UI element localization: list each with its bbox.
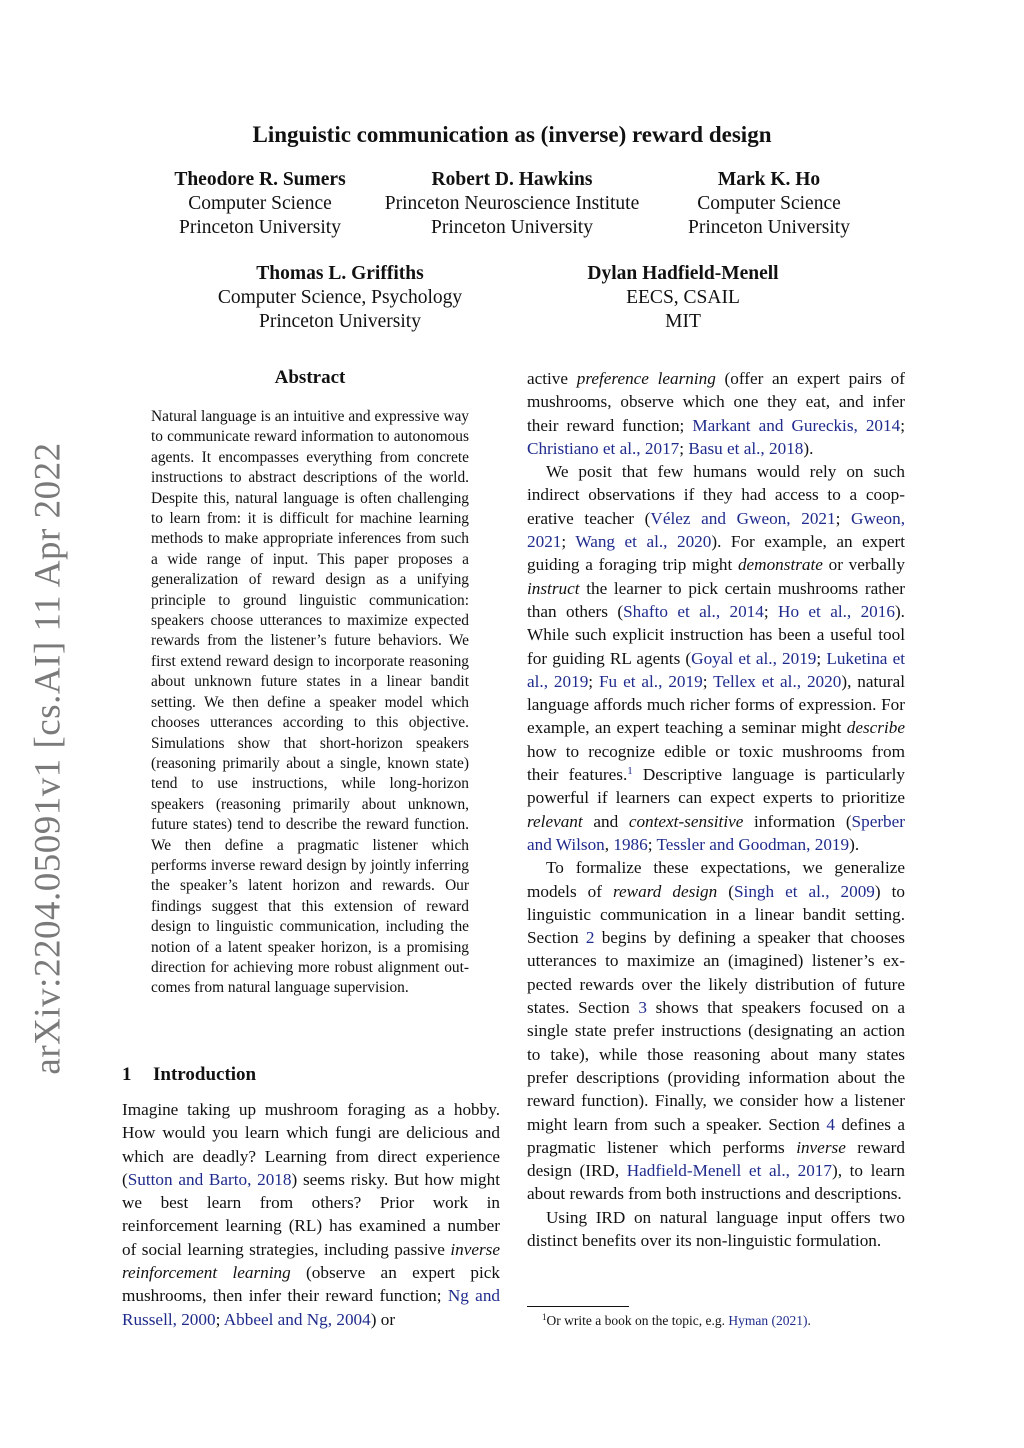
citation-link[interactable]: Luketina et al., 2019: [527, 648, 905, 691]
text-run: ).: [849, 834, 860, 854]
right-column-body: [527, 367, 905, 1252]
text-run: ) or: [370, 1309, 396, 1329]
emphasis: relevant: [527, 811, 583, 831]
author-affiliation: MIT: [665, 311, 701, 332]
citation-link[interactable]: Ho et al., 2016: [778, 601, 895, 621]
citation-link[interactable]: 1986: [613, 834, 648, 854]
author-block: [664, 168, 874, 240]
text-run: (observe an expert pick mushrooms, then infer their reward function;: [122, 1263, 500, 1306]
emphasis: preference learning: [576, 369, 716, 388]
author-department: Princeton Neuroscience Institute: [384, 193, 640, 214]
text-run: or verbally: [822, 555, 905, 575]
body-paragraph: [527, 367, 905, 460]
section-heading: [122, 1064, 256, 1086]
citation-link[interactable]: Fu et al., 2019: [599, 671, 703, 691]
footnote: [542, 1312, 912, 1330]
footnote-number: 1: [542, 1312, 547, 1322]
author-affiliation: Princeton University: [259, 311, 421, 332]
text-run: ;: [702, 671, 714, 691]
footnote-marker[interactable]: 1: [627, 765, 633, 778]
emphasis: inverse: [796, 1137, 846, 1157]
body-paragraph: [527, 1206, 905, 1253]
text-run: ;: [816, 648, 827, 668]
author-name: Mark K. Ho: [717, 169, 821, 190]
author-affiliation: Princeton University: [688, 217, 850, 238]
citation-link[interactable]: Hadfield-Menell et al., 2017: [626, 1161, 832, 1181]
text-run: active: [527, 369, 577, 388]
text-run: ;: [215, 1309, 224, 1329]
author-block: [190, 262, 490, 334]
section-ref-link[interactable]: 3: [638, 998, 647, 1018]
author-affiliation: Princeton University: [179, 217, 341, 238]
left-column-body: [122, 1098, 500, 1331]
arxiv-id: arXiv:2204.05091v1 [cs.AI] 11 Apr 2022: [27, 441, 69, 1075]
text-run: information (: [743, 811, 852, 831]
author-block: [553, 262, 813, 334]
abstract-body: Natural language is an intuitive and expressive way to communicate reward information to autonomous agents. It encompasses everything from concrete instructions to abstract descriptions of the world. Despite this, natural language is often challenging to learn from: it is difficult for machine learning methods to make appropriate inferences from such a wide range of input. This paper proposes a generalization of reward design as a unifying principle to ground linguistic communication: speakers choose utterances to maximize expected rewards from the listener’s future behaviors. We first extend reward design to incorporate reasoning about unknown future states in a linear bandit setting. We then define a speaker model which chooses utterances according to this objective. Simulations show that short-horizon speakers (reasoning primarily about a single, known state) tend to use instructions, while long-horizon speakers (reasoning primarily about unknown, future states) tend to describe the reward function. We then define a pragmatic listener which performs inverse reward design by jointly inferring the speaker’s latent horizon and rewards. Our findings suggest that this extension of reward design to linguistic communication, including the notion of a latent speaker horizon, is a promising direction for achieving more robust alignment outcomes from natural language supervision.: [151, 408, 469, 997]
citation-link[interactable]: Goyal et al., 2019: [691, 648, 817, 668]
citation-link[interactable]: Vélez and Gweon, 2021: [650, 508, 836, 528]
text-run: ), to learn about rewards from both instructions and descriptions.: [527, 1161, 905, 1204]
citation-link[interactable]: Shafto et al., 2014: [623, 601, 764, 621]
text-run: reward design (IRD,: [527, 1137, 905, 1181]
abstract-heading: Abstract: [274, 367, 346, 388]
citation-link[interactable]: Tellex et al., 2020: [713, 671, 842, 691]
author-affiliation: Princeton University: [431, 217, 593, 238]
body-paragraph: [527, 856, 905, 1205]
text-run: ;: [561, 532, 576, 552]
author-department: EECS, CSAIL: [626, 287, 740, 308]
footnote-divider: [527, 1306, 629, 1307]
text-run: Or write a book on the topic, e.g.: [546, 1313, 729, 1328]
emphasis: inverse reinforcement learning: [122, 1239, 500, 1283]
author-department: Computer Science, Psychology: [217, 287, 463, 308]
citation-link[interactable]: Christiano et al., 2017: [527, 438, 680, 458]
citation-link[interactable]: Wang et al., 2020: [575, 532, 712, 552]
section-number: 1: [122, 1064, 132, 1085]
emphasis: instruct: [527, 578, 580, 598]
text-run: .: [807, 1313, 811, 1328]
paper-title: Linguistic communication as (inverse) reward design: [252, 122, 772, 147]
intro-paragraph: [122, 1098, 500, 1331]
text-run: shows that speakers focused on a single state prefer instructions (designating an action to take), while those reasoning about many states prefer descriptions (providing information about the reward function). Finally, we consider how a listener might learn from such a speaker. Section: [527, 998, 905, 1134]
text-run: Using IRD on natural language input offers two distinct benefits over its non-linguistic formulation.: [527, 1207, 905, 1250]
section-ref-link[interactable]: 4: [826, 1114, 835, 1134]
text-run: ;: [835, 508, 852, 528]
author-department: Computer Science: [697, 193, 841, 214]
text-run: To formalize these expectations, we generalize models of: [527, 858, 905, 901]
author-name: Dylan Hadfield-Menell: [587, 263, 779, 284]
text-run: ;: [647, 834, 657, 854]
citation-link[interactable]: Abbeel and Ng, 2004: [223, 1309, 371, 1329]
author-block: [150, 168, 370, 240]
text-run: and: [582, 811, 629, 831]
author-block: [362, 168, 662, 240]
text-run: ;: [679, 438, 689, 458]
text-run: ) seems risky. But how might we best learn from others? Prior work in reinforcement learning (RL) has examined a number of social learning strategies, including passive: [122, 1169, 500, 1259]
text-run: (: [717, 881, 734, 901]
citation-link[interactable]: Hyman (2021): [728, 1313, 808, 1328]
section-ref-link[interactable]: 2: [585, 928, 595, 948]
citation-link[interactable]: Sutton and Barto, 2018: [127, 1169, 292, 1189]
citation-link[interactable]: Markant and Gureckis, 2014: [692, 415, 901, 435]
emphasis: reward design: [612, 881, 718, 901]
text-run: ,: [604, 834, 614, 854]
emphasis: context-sensitive: [628, 811, 744, 831]
arxiv-identifier-margin: [27, 441, 69, 1075]
text-run: begins by defining a speaker that chooses utterances to maximize an (imagined) listener’s expected rewards over the likely distribution of future states. Section: [527, 928, 905, 1018]
citation-link[interactable]: Gweon, 2021: [527, 508, 905, 552]
text-run: ;: [763, 601, 779, 621]
text-run: ).: [803, 438, 814, 458]
text-run: ). For example, an expert guiding a foraging trip might: [527, 532, 905, 575]
citation-link[interactable]: Sperber and Wilson: [527, 811, 905, 854]
text-run: (offer an expert pairs of mushrooms, observe which one they eat, and infer their reward function;: [527, 369, 905, 435]
author-name: Theodore R. Sumers: [174, 169, 346, 190]
body-paragraph: [527, 460, 905, 856]
text-run: how to recognize edible or toxic mushrooms from their features.: [527, 741, 905, 785]
text-run: We posit that few humans would rely on such indirect observations if they had access to a cooperative teacher (: [527, 462, 905, 528]
text-run: defines a pragmatic listener which performs: [527, 1114, 906, 1157]
text-run: ;: [588, 671, 599, 691]
text-run: ;: [900, 415, 905, 435]
text-run: ). While such explicit instruction has been a useful tool for guiding RL agents (: [527, 601, 905, 668]
citation-link[interactable]: Singh et al., 2009: [733, 881, 875, 901]
author-name: Thomas L. Griffiths: [256, 263, 424, 284]
citation-link[interactable]: Tessler and Goodman, 2019: [656, 834, 850, 854]
text-run: ) to linguistic communication in a linear bandit setting. Section: [527, 881, 905, 948]
citation-link[interactable]: Basu et al., 2018: [688, 438, 804, 458]
author-department: Computer Science: [188, 193, 332, 214]
text-run: the learner to pick certain mushrooms rather than others (: [527, 578, 905, 621]
citation-link[interactable]: Ng and Russell, 2000: [122, 1286, 501, 1329]
emphasis: demonstrate: [737, 555, 823, 575]
text-run: ), natural language affords much richer forms of expression. For example, an expert teaching a seminar might: [527, 671, 906, 738]
text-run: Descriptive language is particularly powerful if learners can expect experts to prioritize: [527, 765, 905, 808]
emphasis: describe: [846, 718, 905, 738]
author-name: Robert D. Hawkins: [431, 169, 593, 190]
section-title: Introduction: [153, 1064, 257, 1085]
text-run: Imagine taking up mushroom foraging as a hobby. How would you learn which fungi are delicious and which are deadly? Learning from direct experience (: [122, 1100, 500, 1189]
